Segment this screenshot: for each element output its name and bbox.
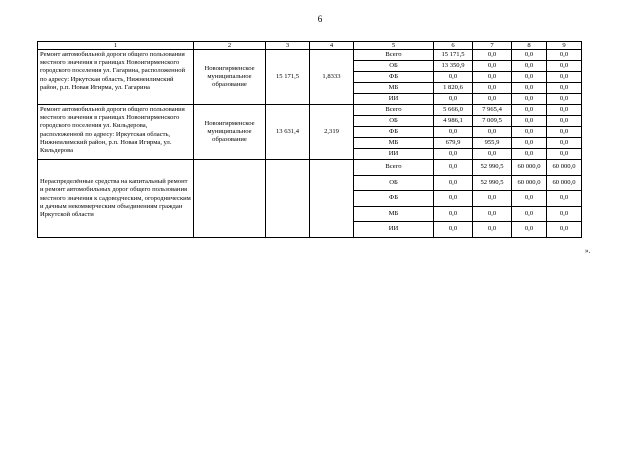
header-cell: 1 [38,42,194,50]
value-cell: 0,0 [547,61,582,72]
source-cell: ФБ [354,72,434,83]
value-cell: 0,0 [547,149,582,160]
value-cell: 0,0 [473,206,512,222]
source-cell: ОБ [354,116,434,127]
value-cell: 60 000,0 [512,160,547,176]
header-cell: 6 [434,42,473,50]
project-description: Нераспределённые средства на капитальный ремонт и ремонт автомобильных дорог общего пользования местного значения к садоводческим, огородническим и дачным некоммерческим объединениям граждан Иркутской области [38,160,194,238]
cost-cell: 13 631,4 [266,105,310,160]
value-cell: 0,0 [547,222,582,238]
value-cell: 0,0 [547,72,582,83]
value-cell: 0,0 [547,105,582,116]
value-cell: 4 986,1 [434,116,473,127]
value-cell: 1 820,6 [434,83,473,94]
value-cell: 0,0 [434,222,473,238]
value-cell: 0,0 [512,72,547,83]
value-cell: 0,0 [473,191,512,207]
value-cell: 0,0 [434,72,473,83]
value-cell: 0,0 [473,50,512,61]
value-cell: 0,0 [473,222,512,238]
header-cell: 4 [310,42,354,50]
value-cell: 0,0 [473,61,512,72]
municipality-cell: Новоигирменское муниципальное образование [194,105,266,160]
value-cell: 0,0 [473,149,512,160]
value-cell: 0,0 [512,116,547,127]
value-cell: 0,0 [512,83,547,94]
value-cell: 0,0 [547,94,582,105]
closing-quote-mark: ». [585,247,591,255]
source-cell: ФБ [354,127,434,138]
value-cell: 0,0 [512,105,547,116]
value-cell: 0,0 [547,83,582,94]
project-description: Ремонт автомобильной дороги общего пользования местного значения в границах Новоигирменского городского поселения ул. Гагарина, расположенной по адресу: Иркутская область, Нижнеилимский район, р.п. Новая Игирма, ул. Гагарина [38,50,194,105]
value-cell: 0,0 [473,83,512,94]
value-cell: 0,0 [512,206,547,222]
value-cell: 0,0 [547,127,582,138]
value-cell: 0,0 [473,127,512,138]
source-cell: Всего [354,160,434,176]
value-cell: 0,0 [434,149,473,160]
source-cell: МБ [354,206,434,222]
length-cell: 2,319 [310,105,354,160]
source-cell: ИИ [354,149,434,160]
value-cell: 0,0 [512,138,547,149]
value-cell: 0,0 [512,127,547,138]
header-cell: 2 [194,42,266,50]
value-cell: 0,0 [473,72,512,83]
value-cell: 0,0 [512,222,547,238]
value-cell: 7 009,5 [473,116,512,127]
header-cell: 3 [266,42,310,50]
source-cell: ОБ [354,61,434,72]
cost-cell [266,160,310,238]
value-cell: 0,0 [512,94,547,105]
value-cell: 0,0 [547,138,582,149]
source-cell: МБ [354,83,434,94]
table-header-row [38,42,582,50]
value-cell: 0,0 [434,206,473,222]
table-row [38,50,582,61]
cost-cell: 15 171,5 [266,50,310,105]
value-cell: 0,0 [434,191,473,207]
header-cell: 7 [473,42,512,50]
value-cell: 955,9 [473,138,512,149]
value-cell: 7 965,4 [473,105,512,116]
header-cell: 5 [354,42,434,50]
source-cell: Всего [354,50,434,61]
value-cell: 0,0 [434,127,473,138]
length-cell: 1,8333 [310,50,354,105]
value-cell: 52 990,5 [473,160,512,176]
value-cell: 0,0 [512,61,547,72]
value-cell: 0,0 [473,94,512,105]
value-cell: 0,0 [547,50,582,61]
value-cell: 60 000,0 [547,160,582,176]
value-cell: 60 000,0 [512,175,547,191]
source-cell: МБ [354,138,434,149]
source-cell: ИИ [354,94,434,105]
header-cell: 8 [512,42,547,50]
header-cell: 9 [547,42,582,50]
page-number: 6 [317,14,323,24]
value-cell: 13 350,9 [434,61,473,72]
project-description: Ремонт автомобильной дороги общего пользования местного значения в границах Новоигирменского городского поселения ул. Кильдерова, расположенной по адресу: Иркутская область, Нижнеилимский район, р.п. Новая Игирма, ул. Кильдерова [38,105,194,160]
value-cell: 5 666,0 [434,105,473,116]
source-cell: Всего [354,105,434,116]
municipality-cell [194,160,266,238]
source-cell: ИИ [354,222,434,238]
value-cell: 60 000,0 [547,175,582,191]
value-cell: 0,0 [512,50,547,61]
source-cell: ФБ [354,191,434,207]
value-cell: 0,0 [434,160,473,176]
value-cell: 0,0 [547,191,582,207]
value-cell: 52 990,5 [473,175,512,191]
municipality-cell: Новоигирменское муниципальное образование [194,50,266,105]
value-cell: 0,0 [547,116,582,127]
source-cell: ОБ [354,175,434,191]
value-cell: 0,0 [512,191,547,207]
length-cell [310,160,354,238]
table-row [38,105,582,116]
budget-table [37,41,582,238]
value-cell: 679,9 [434,138,473,149]
value-cell: 0,0 [512,149,547,160]
table-row [38,160,582,176]
value-cell: 15 171,5 [434,50,473,61]
value-cell: 0,0 [434,175,473,191]
value-cell: 0,0 [547,206,582,222]
value-cell: 0,0 [434,94,473,105]
